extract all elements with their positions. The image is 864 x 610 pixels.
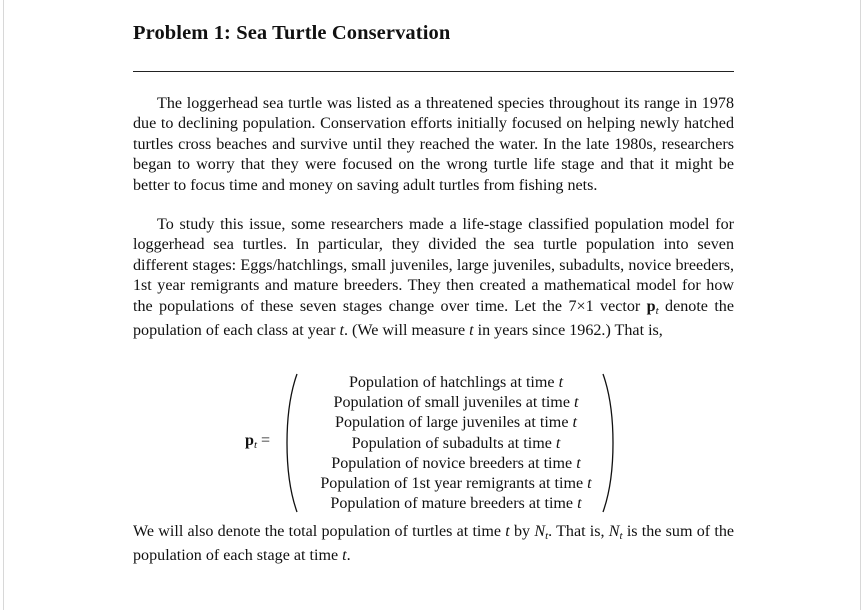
total-population-paragraph (133, 522, 734, 567)
lhs-vector-symbol: p (245, 432, 254, 449)
vector-row-text: Population of mature breeders at time (330, 495, 578, 513)
vector-symbol: p (646, 297, 656, 315)
vector-row (295, 434, 617, 454)
total-text-2: by (509, 523, 535, 540)
time-variable: t (572, 414, 577, 432)
time-variable: t (574, 394, 579, 412)
total-subscript: t (545, 530, 549, 542)
total-text-4: is the sum of the population of each stage at time (133, 523, 735, 565)
model-text-2: vector (593, 297, 647, 315)
lhs-vector-subscript: t (253, 439, 258, 451)
vector-row-text: Population of large juveniles at time (335, 414, 573, 432)
time-variable: t (587, 475, 592, 493)
vector-row (295, 454, 617, 474)
equals-sign: = (257, 432, 271, 449)
intro-paragraph: The loggerhead sea turtle was listed as a threatened species throughout its range in 1978 due to declining population. Conservation efforts initially focused on helping newly hatched turtles cross beaches and survive until they reached the water. In the late 1980s, researchers began to worry that they were focused on the wrong turtle life stage and that it might be better to focus time and money on saving adult turtles from fishing nets. (133, 95, 734, 194)
vector-row-text: Population of 1st year remigrants at time (320, 475, 588, 493)
total-text-5: . (346, 547, 351, 565)
time-variable: t (342, 547, 347, 565)
population-vector (295, 373, 617, 514)
model-text-4: . (We will measure (343, 322, 470, 340)
vector-row (295, 413, 617, 433)
vector-row-text: Population of hatchlings at time (348, 374, 559, 391)
right-parenthesis (601, 372, 615, 514)
model-text-5: in years since 1962.) That is, (473, 322, 663, 340)
total-symbol: N (534, 523, 546, 540)
model-paragraph (133, 215, 734, 341)
total-symbol: N (608, 523, 620, 540)
title-divider (133, 71, 734, 72)
total-text-1: We will also denote the total population of turtles at time (133, 523, 506, 540)
total-text-3: . That is, (548, 523, 609, 540)
time-variable: t (576, 454, 581, 472)
time-variable: t (505, 523, 510, 540)
vector-dimension: 7×1 (568, 297, 594, 315)
total-subscript: t (619, 530, 623, 542)
vector-row-text: Population of subadults at time (351, 434, 556, 452)
problem-title: Problem 1: Sea Turtle Conservation (133, 22, 451, 44)
model-text-3: denote the population of each class at year (133, 297, 734, 340)
vector-row-text: Population of novice breeders at time (331, 454, 577, 472)
time-variable: t (469, 322, 474, 340)
vector-row-text: Population of small juveniles at time (333, 394, 574, 412)
time-variable: t (555, 434, 561, 452)
model-text-1: To study this issue, some researchers made a life-stage classified population model for loggerhead sea turtles. In particular, they divided the sea turtle population into seven different stages: Eggs/hatchlings, small juveniles, large juveniles, subadults, novice breeders, 1st year remigrants and mature breeders. They then created a mathematical model for how the populations of these seven stages change over time. Let the (133, 216, 734, 315)
vector-subscript: t (655, 304, 659, 317)
vector-row (295, 393, 617, 413)
vector-row (295, 494, 617, 514)
vector-row (295, 474, 617, 494)
vector-row (295, 373, 617, 393)
time-variable: t (577, 495, 582, 513)
time-variable: t (558, 374, 564, 391)
time-variable: t (339, 322, 344, 340)
equation-lhs (245, 432, 270, 451)
